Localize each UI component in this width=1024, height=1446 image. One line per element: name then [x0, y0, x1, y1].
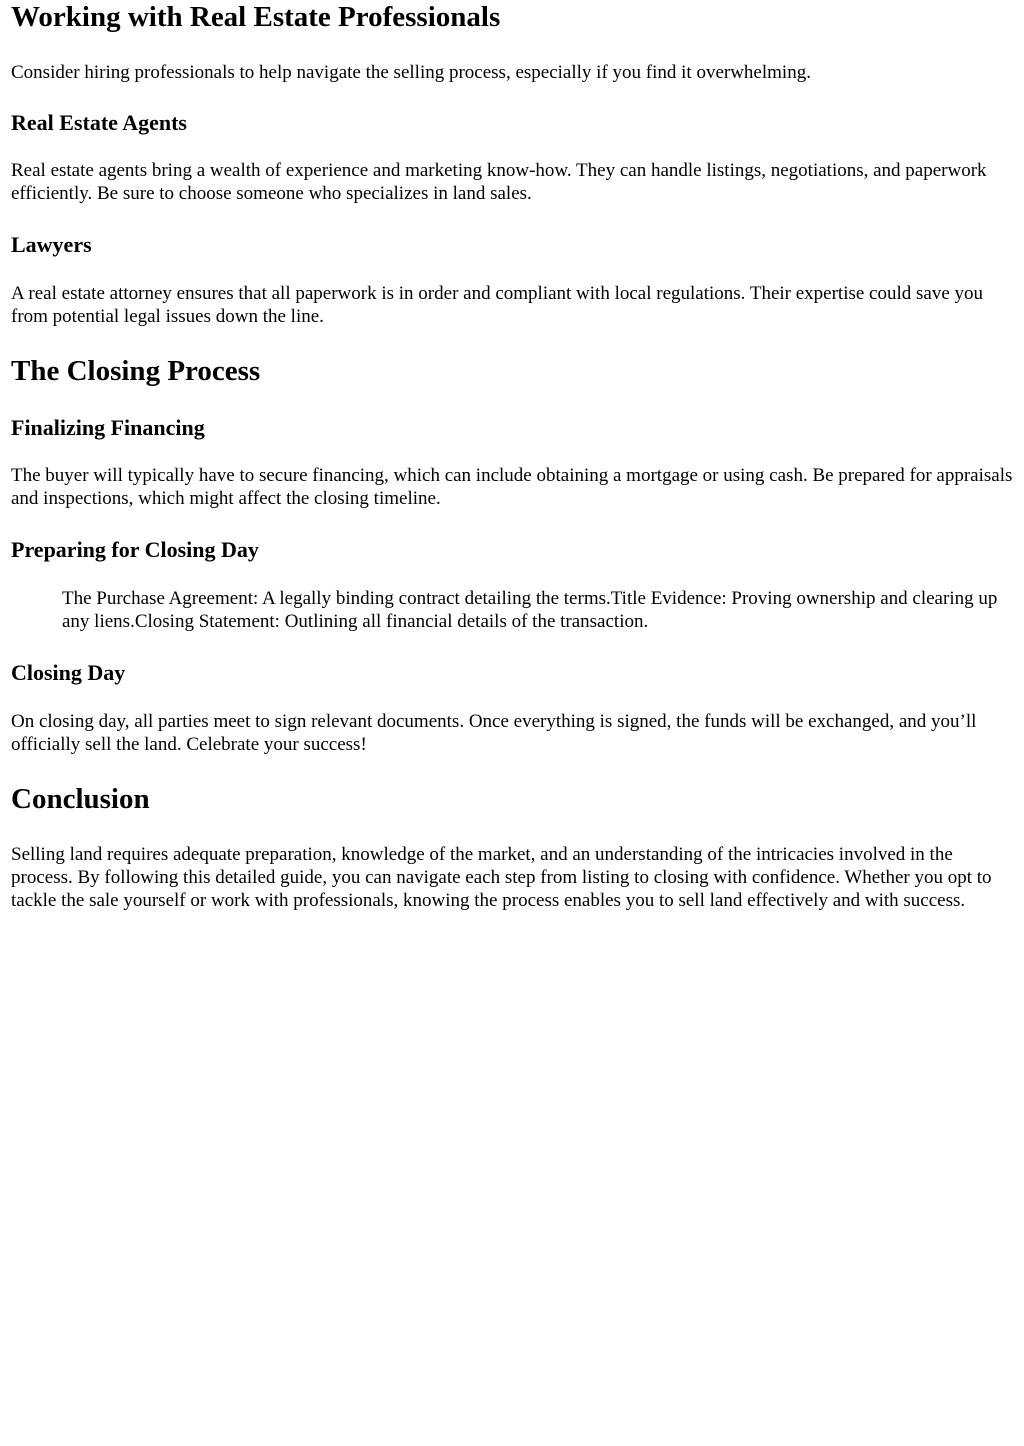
subheading-closing-day: Closing Day: [11, 660, 126, 685]
subheading-real-estate-agents: Real Estate Agents: [11, 110, 187, 135]
subheading-lawyers: Lawyers: [11, 232, 92, 257]
finalizing-financing-paragraph: The buyer will typically have to secure financing, which can include obtaining a mortgage or using cash. Be prepared for appraisals and inspections, which might affect the closing timeline.: [11, 465, 1013, 509]
section-heading-professionals: Working with Real Estate Professionals: [11, 1, 501, 33]
real-estate-agents-paragraph: Real estate agents bring a wealth of experience and marketing know-how. They can handle listings, negotiations, and paperwork efficiently. Be sure to choose someone who specializes in land sales.: [11, 160, 987, 204]
closing-day-paragraph: On closing day, all parties meet to sign relevant documents. Once everything is signed, the funds will be exchanged, and you’ll officially sell the land. Celebrate your success!: [11, 711, 977, 755]
subheading-finalizing-financing: Finalizing Financing: [11, 415, 205, 440]
preparing-closing-day-blockquote: The Purchase Agreement: A legally binding contract detailing the terms.Title Evidence: Proving ownership and clearing up any liens.Closing Statement: Outlining all financial details of the transaction.: [62, 588, 998, 632]
professionals-intro-paragraph: Consider hiring professionals to help navigate the selling process, especially if you find it overwhelming.: [11, 62, 811, 83]
subheading-preparing-closing-day: Preparing for Closing Day: [11, 537, 259, 562]
conclusion-paragraph: Selling land requires adequate preparation, knowledge of the market, and an understanding of the intricacies involved in the process. By following this detailed guide, you can navigate each step from listing to closing with confidence. Whether you opt to tackle the sale yourself or work with professionals, knowing the process enables you to sell land effectively and with success.: [11, 844, 992, 911]
section-heading-closing-process: The Closing Process: [11, 355, 261, 387]
section-heading-conclusion: Conclusion: [11, 783, 150, 815]
lawyers-paragraph: A real estate attorney ensures that all paperwork is in order and compliant with local regulations. Their expertise could save you from potential legal issues down the line.: [11, 283, 984, 327]
